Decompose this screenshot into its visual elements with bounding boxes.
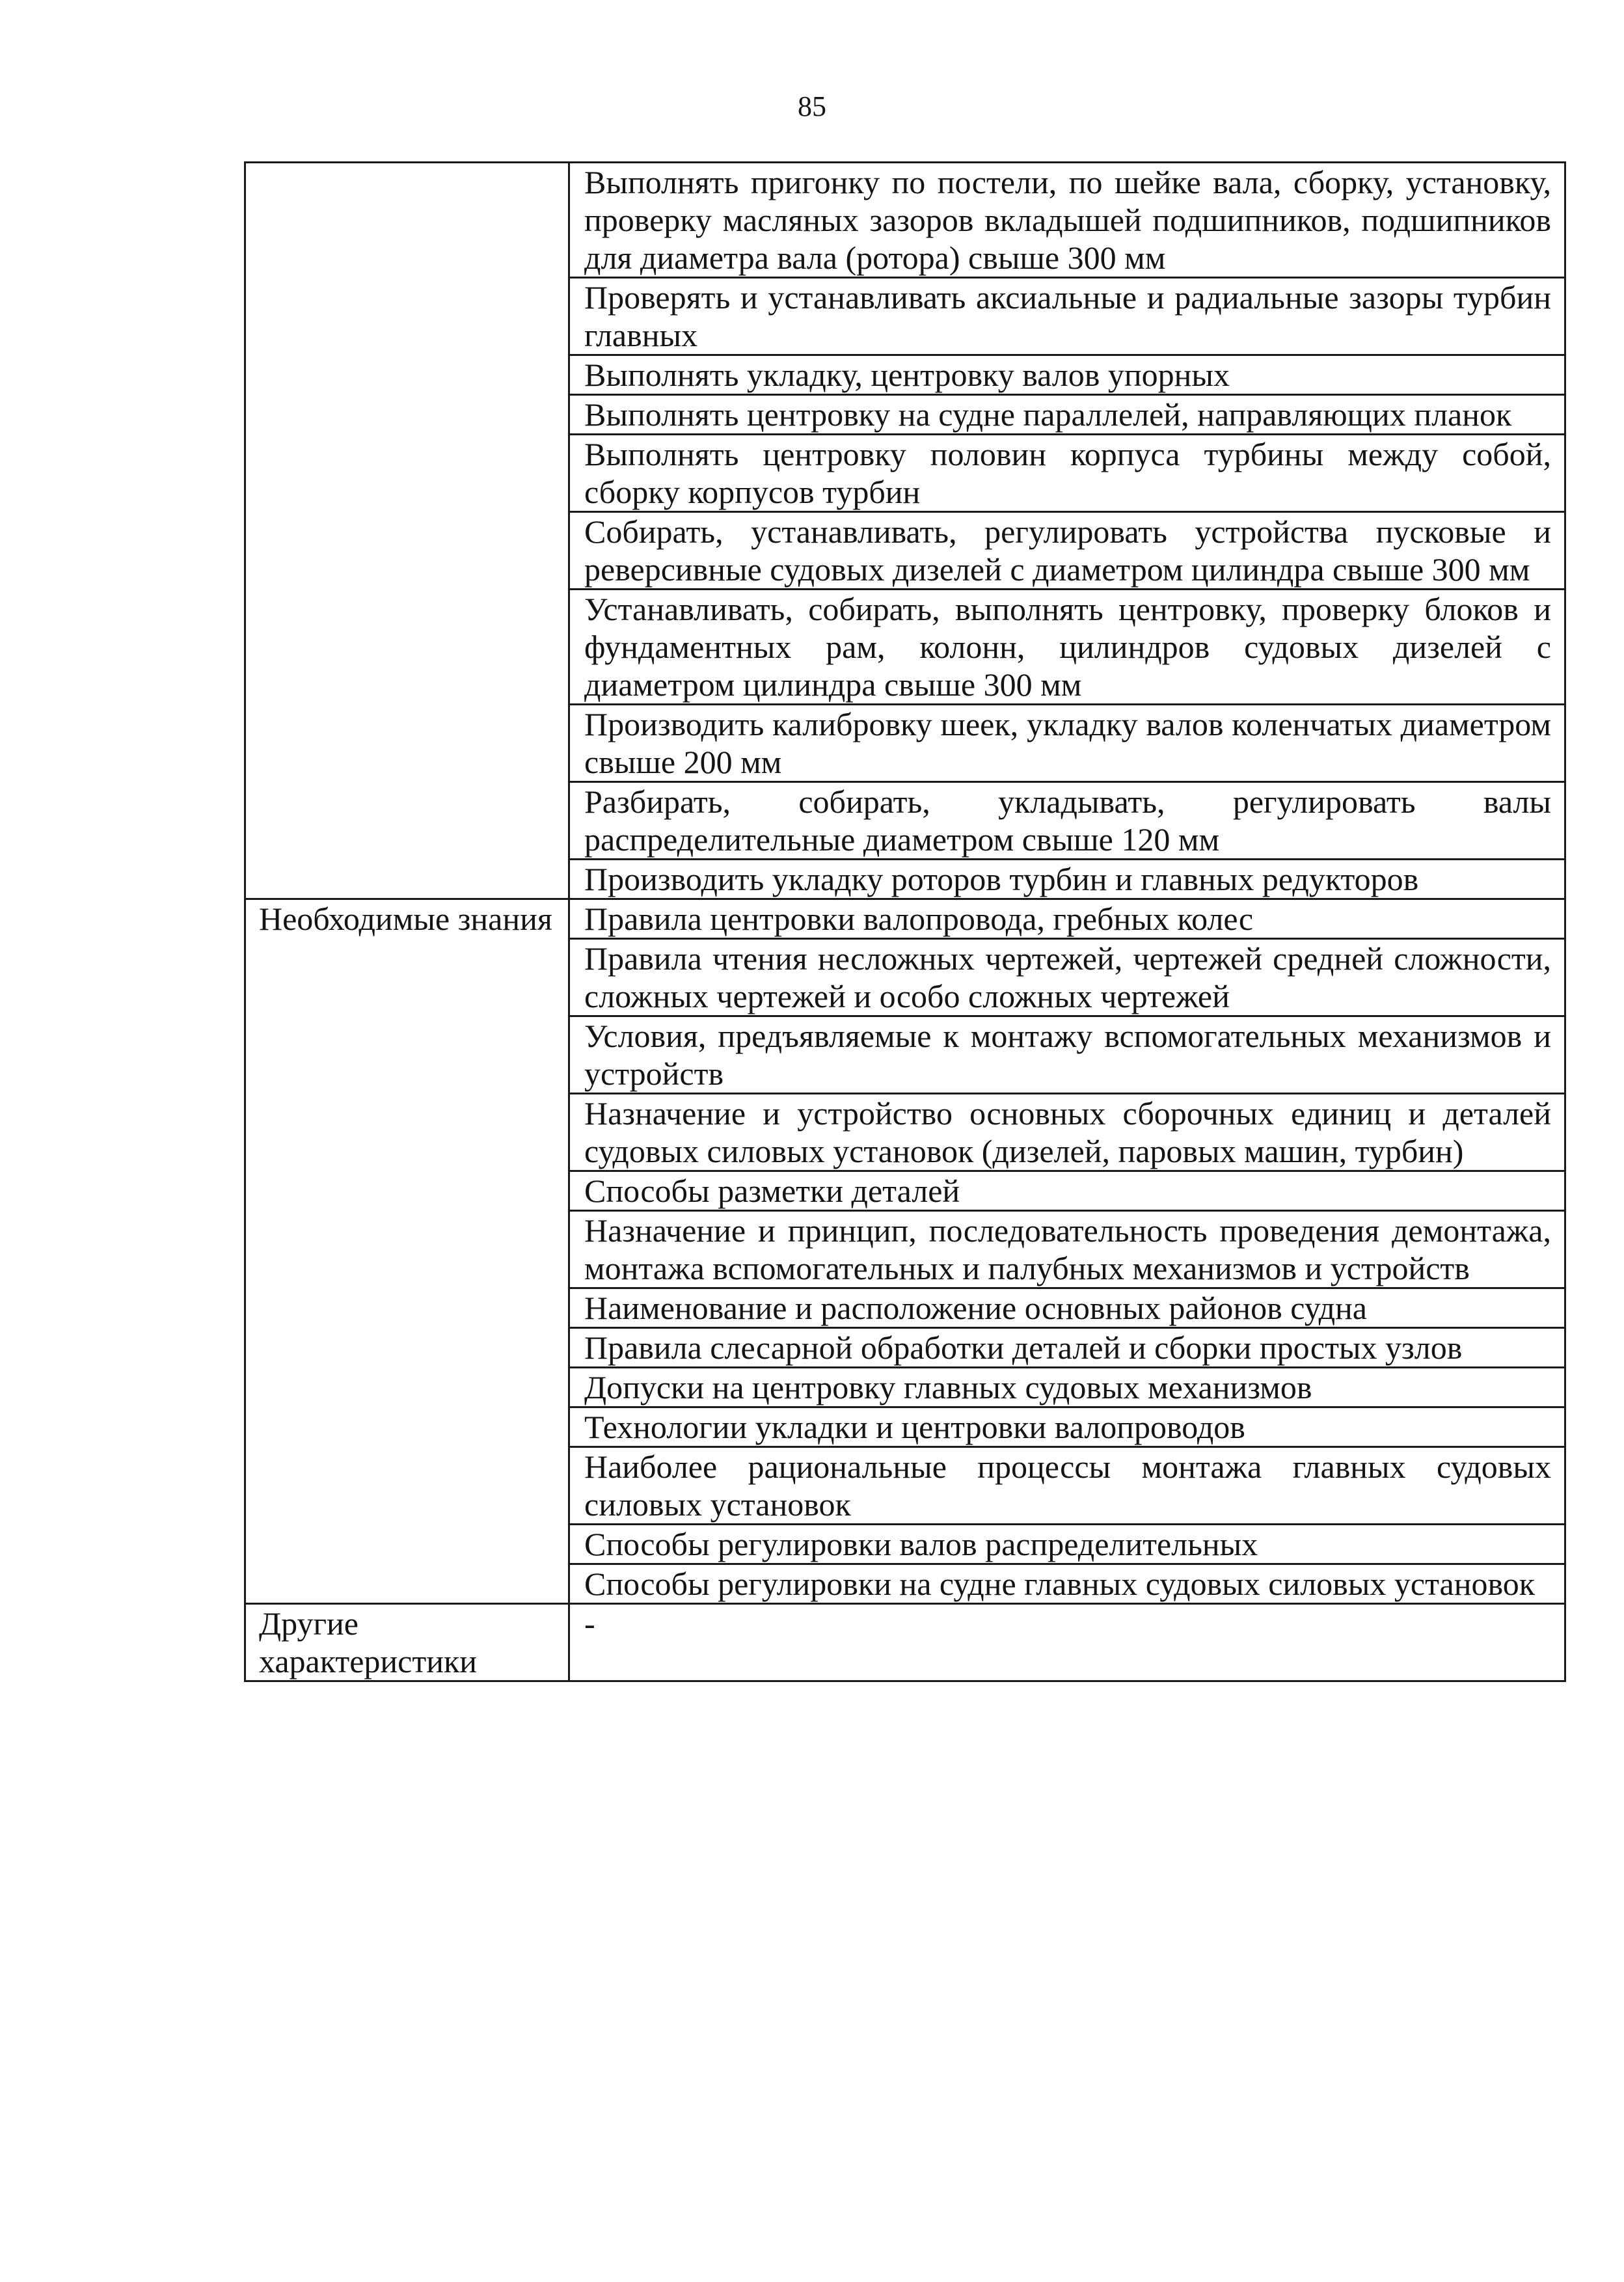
other-label: Другие характеристики xyxy=(259,1605,478,1679)
knowledge-item: Технологии укладки и центровки валопроводов xyxy=(569,1407,1565,1447)
table-row xyxy=(245,1604,1565,1681)
knowledge-item: Способы разметки деталей xyxy=(569,1171,1565,1211)
table-row xyxy=(245,899,1565,939)
knowledge-item: Допуски на центровку главных судовых механизмов xyxy=(569,1368,1565,1407)
knowledge-item: Наименование и расположение основных районов судна xyxy=(569,1288,1565,1328)
knowledge-item: Правила центровки валопровода, гребных колес xyxy=(569,899,1565,939)
other-value: - xyxy=(569,1604,1565,1681)
knowledge-label: Необходимые знания xyxy=(259,901,552,937)
knowledge-item: Назначение и принцип, последовательность проведения демонтажа, монтажа вспомогательных и палубных механизмов и устройств xyxy=(569,1211,1565,1288)
skill-item: Выполнять укладку, центровку валов упорных xyxy=(569,355,1565,395)
skill-item: Выполнять центровку на судне параллелей, направляющих планок xyxy=(569,395,1565,435)
knowledge-item: Наиболее рациональные процессы монтажа главных судовых силовых установок xyxy=(569,1447,1565,1525)
table-row xyxy=(245,163,1565,278)
knowledge-label-cell xyxy=(245,899,569,1604)
skill-item: Собирать, устанавливать, регулировать устройства пусковые и реверсивные судовых дизелей с диаметром цилиндра свыше 300 мм xyxy=(569,512,1565,590)
skill-item: Выполнять центровку половин корпуса турбины между собой, сборку корпусов турбин xyxy=(569,435,1565,512)
skill-item: Проверять и устанавливать аксиальные и радиальные зазоры турбин главных xyxy=(569,278,1565,355)
skill-item: Производить укладку роторов турбин и главных редукторов xyxy=(569,860,1565,899)
knowledge-item: Способы регулировки валов распределительных xyxy=(569,1525,1565,1564)
skill-item: Устанавливать, собирать, выполнять центровку, проверку блоков и фундаментных рам, колонн, цилиндров судовых дизелей с диаметром цилиндра свыше 300 мм xyxy=(569,590,1565,705)
knowledge-item: Условия, предъявляемые к монтажу вспомогательных механизмов и устройств xyxy=(569,1016,1565,1094)
knowledge-item: Правила слесарной обработки деталей и сборки простых узлов xyxy=(569,1328,1565,1368)
page-number: 85 xyxy=(798,90,826,122)
qualification-table xyxy=(244,161,1566,1682)
skill-item: Разбирать, собирать, укладывать, регулировать валы распределительные диаметром свыше 120 мм xyxy=(569,782,1565,860)
knowledge-item: Способы регулировки на судне главных судовых силовых установок xyxy=(569,1564,1565,1604)
other-label-cell xyxy=(245,1604,569,1681)
knowledge-item: Назначение и устройство основных сборочных единиц и деталей судовых силовых установок (дизелей, паровых машин, турбин) xyxy=(569,1094,1565,1171)
skill-item: Выполнять пригонку по постели, по шейке вала, сборку, установку, проверку масляных зазоров вкладышей подшипников, подшипников для диаметра вала (ротора) свыше 300 мм xyxy=(569,163,1565,278)
skills-label-cell xyxy=(245,163,569,899)
skill-item: Производить калибровку шеек, укладку валов коленчатых диаметром свыше 200 мм xyxy=(569,705,1565,782)
knowledge-item: Правила чтения несложных чертежей, чертежей средней сложности, сложных чертежей и особо сложных чертежей xyxy=(569,939,1565,1016)
